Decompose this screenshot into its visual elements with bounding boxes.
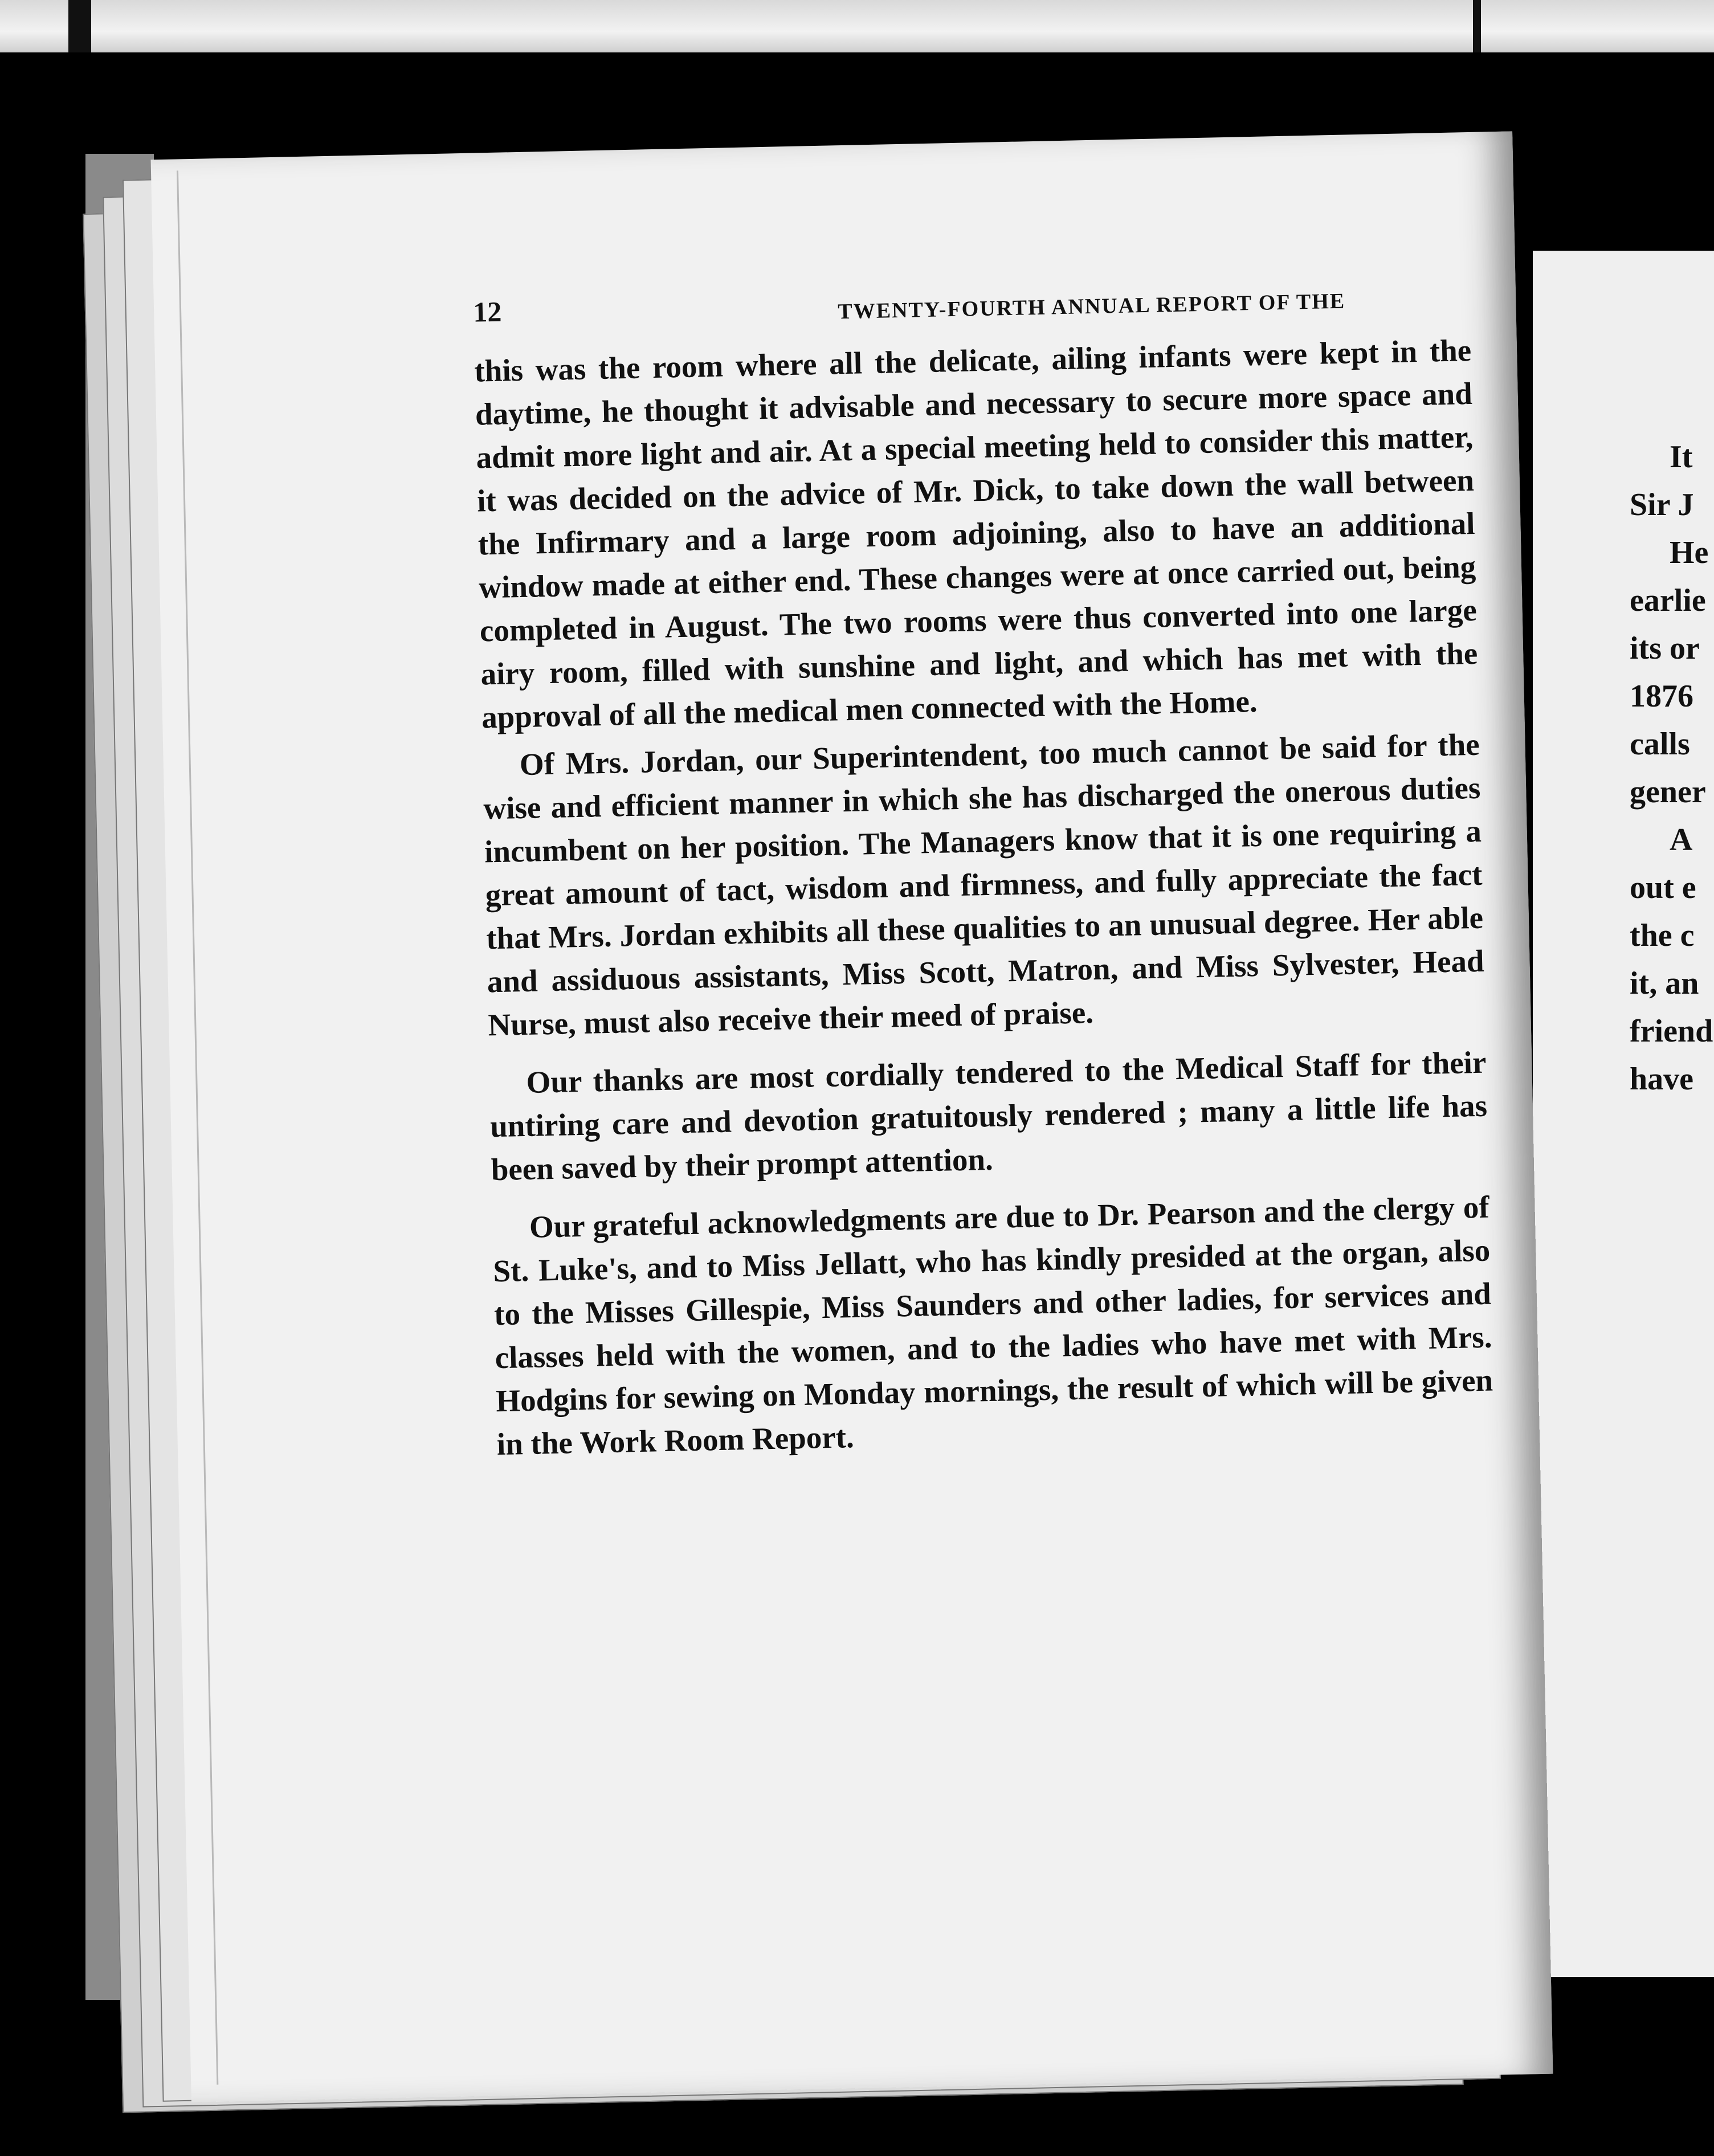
book-page: [151, 131, 1553, 2102]
facing-line: its or: [1630, 631, 1700, 666]
facing-line: 1876: [1630, 679, 1693, 714]
facing-line: gener: [1630, 774, 1706, 810]
facing-line: have: [1630, 1061, 1693, 1097]
paragraph: Our grateful acknowledgments are due to Dr. Pearson and the clergy of St. Luke's, and to Miss Jellatt, who has kindly presided at the organ, also to the Misses Gillespie, Miss Saunders and other ladies, for services and classes held with the women, and to the ladies who have met with Mrs. Hodgins for sewing on Monday mornings, the result of which will be given in the Work Room Report.: [492, 1189, 1493, 1462]
facing-line: earlie: [1630, 583, 1706, 618]
adjacent-frame-strip: [0, 0, 1714, 52]
facing-page-text: [1630, 433, 1714, 1103]
paragraph: this was the room where all the delicate, ailing infants were kept in the daytime, he thought it advisable and necessary to secure more space and admit more light and air. At a special meeting held to consider this matter, it was decided on the advice of Mr. Dick, to take down the wall between the Infirmary and a large room adjoining, also to have an additional window made at either end. These changes were at once carried out, being completed in August. The two rooms were thus converted into one large airy room, filled with sunshine and light, and which has met with the approval of all the medical men connected with the Home.: [474, 332, 1478, 735]
page-number: 12: [472, 295, 502, 328]
facing-line: friend: [1630, 1014, 1713, 1049]
facing-line: It: [1670, 439, 1693, 475]
facing-line: He: [1670, 535, 1709, 570]
paragraph: Of Mrs. Jordan, our Superintendent, too much cannot be said for the wise and efficient manner in which she has discharged the onerous duties incumbent on her position. The Managers know that it is one requiring a great amount of tact, wisdom and firmness, and fully appreciate the fact that Mrs. Jordan exhibits all these qualities to an unusual degree. Her able and assiduous assistants, Miss Scott, Matron, and Miss Sylvester, Head Nurse, must also receive their meed of praise.: [483, 726, 1485, 1043]
body-text: [474, 329, 1495, 1471]
facing-line: it, an: [1630, 966, 1699, 1001]
running-title: TWENTY-FOURTH ANNUAL REPORT OF THE: [837, 289, 1346, 324]
facing-line: the c: [1630, 918, 1695, 953]
facing-line: Sir J: [1630, 487, 1694, 522]
paragraph: Our thanks are most cordially tendered to the Medical Staff for their untiring care and devotion gratuitously rendered ; many a little life has been saved by their prompt attention.: [489, 1044, 1488, 1187]
facing-line: A: [1670, 822, 1693, 858]
facing-line: out e: [1630, 870, 1696, 905]
facing-line: calls: [1630, 726, 1690, 762]
